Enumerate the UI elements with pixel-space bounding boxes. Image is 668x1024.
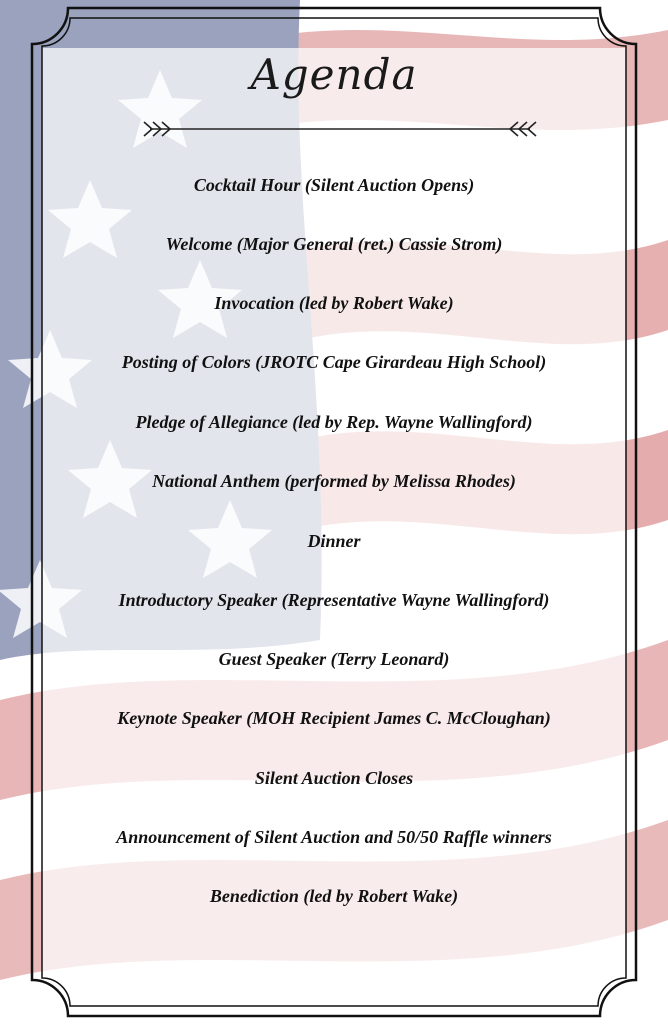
agenda-item: Dinner	[307, 531, 361, 551]
agenda-item: Silent Auction Closes	[254, 768, 414, 788]
agenda-item: Keynote Speaker (MOH Recipient James C. McCloughan)	[117, 708, 551, 728]
agenda-item: Posting of Colors (JROTC Cape Girardeau High School)	[121, 352, 547, 372]
agenda-item: Benediction (led by Robert Wake)	[209, 886, 459, 906]
agenda-item: Cocktail Hour (Silent Auction Opens)	[193, 175, 475, 195]
agenda-item: Pledge of Allegiance (led by Rep. Wayne Wallingford)	[135, 412, 533, 432]
agenda-item: Announcement of Silent Auction and 50/50 Raffle winners	[116, 827, 552, 847]
agenda-item: National Anthem (performed by Melissa Rhodes)	[152, 471, 516, 491]
page-title: Agenda	[250, 50, 418, 99]
agenda-item: Welcome (Major General (ret.) Cassie Strom)	[165, 234, 503, 254]
agenda-item: Guest Speaker (Terry Leonard)	[218, 649, 450, 669]
agenda-item: Invocation (led by Robert Wake)	[214, 293, 454, 313]
agenda-item: Introductory Speaker (Representative Wayne Wallingford)	[118, 590, 550, 610]
